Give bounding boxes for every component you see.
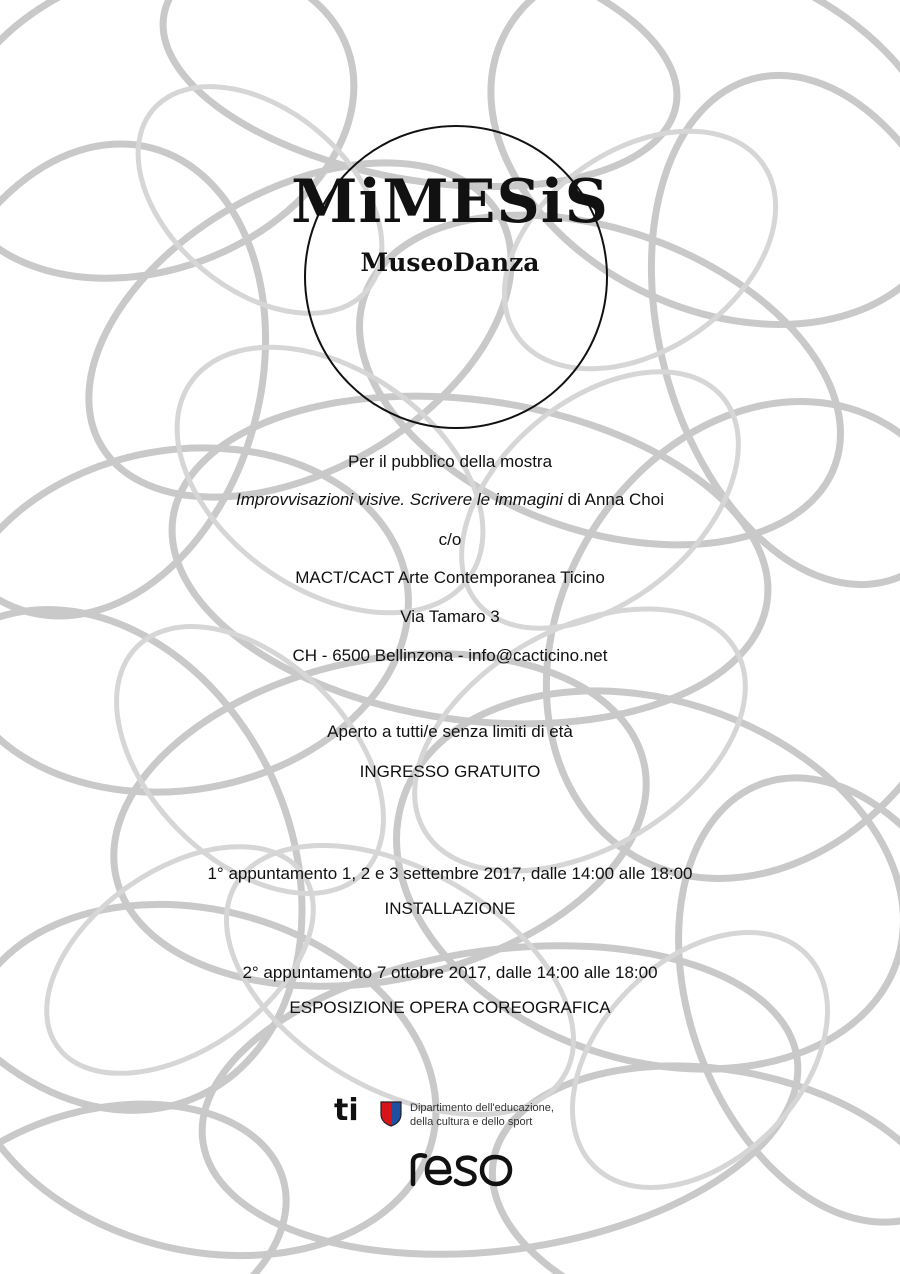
- appointment-1-title: INSTALLAZIONE: [384, 899, 516, 918]
- exhibition-line: [0, 490, 900, 510]
- logo-title: MiMESiS: [291, 167, 609, 237]
- admission-note: INGRESSO GRATUITO: [359, 762, 541, 781]
- appointment-1-date: 1° appuntamento 1, 2 e 3 settembre 2017, dalle 14:00 alle 18:00: [207, 864, 693, 883]
- department-line-2: della cultura e dello sport: [410, 1116, 533, 1128]
- venue-name: MACT/CACT Arte Contemporanea Ticino: [295, 568, 605, 587]
- intro-line: Per il pubblico della mostra: [347, 452, 553, 471]
- logo-subtitle: MuseoDanza: [360, 248, 540, 277]
- ti-logo: ti: [334, 1093, 359, 1128]
- exhibition-author: di Anna Choi: [562, 490, 664, 509]
- reso-logo: [409, 1148, 517, 1188]
- exhibition-title: Improvvisazioni visive. Scrivere le immagini: [235, 490, 563, 509]
- care-of: c/o: [438, 530, 462, 549]
- venue-street: Via Tamaro 3: [400, 607, 500, 626]
- ticino-shield-icon: [380, 1101, 402, 1127]
- department-name: [410, 1101, 554, 1129]
- venue-city-email: CH - 6500 Bellinzona - info@cacticino.net: [292, 646, 608, 665]
- appointment-2-date: 2° appuntamento 7 ottobre 2017, dalle 14:00 alle 18:00: [242, 963, 658, 982]
- appointment-2-title: ESPOSIZIONE OPERA COREOGRAFICA: [289, 998, 611, 1017]
- audience-note: Aperto a tutti/e senza limiti di età: [327, 722, 573, 741]
- department-line-1: Dipartimento dell'educazione,: [410, 1102, 554, 1114]
